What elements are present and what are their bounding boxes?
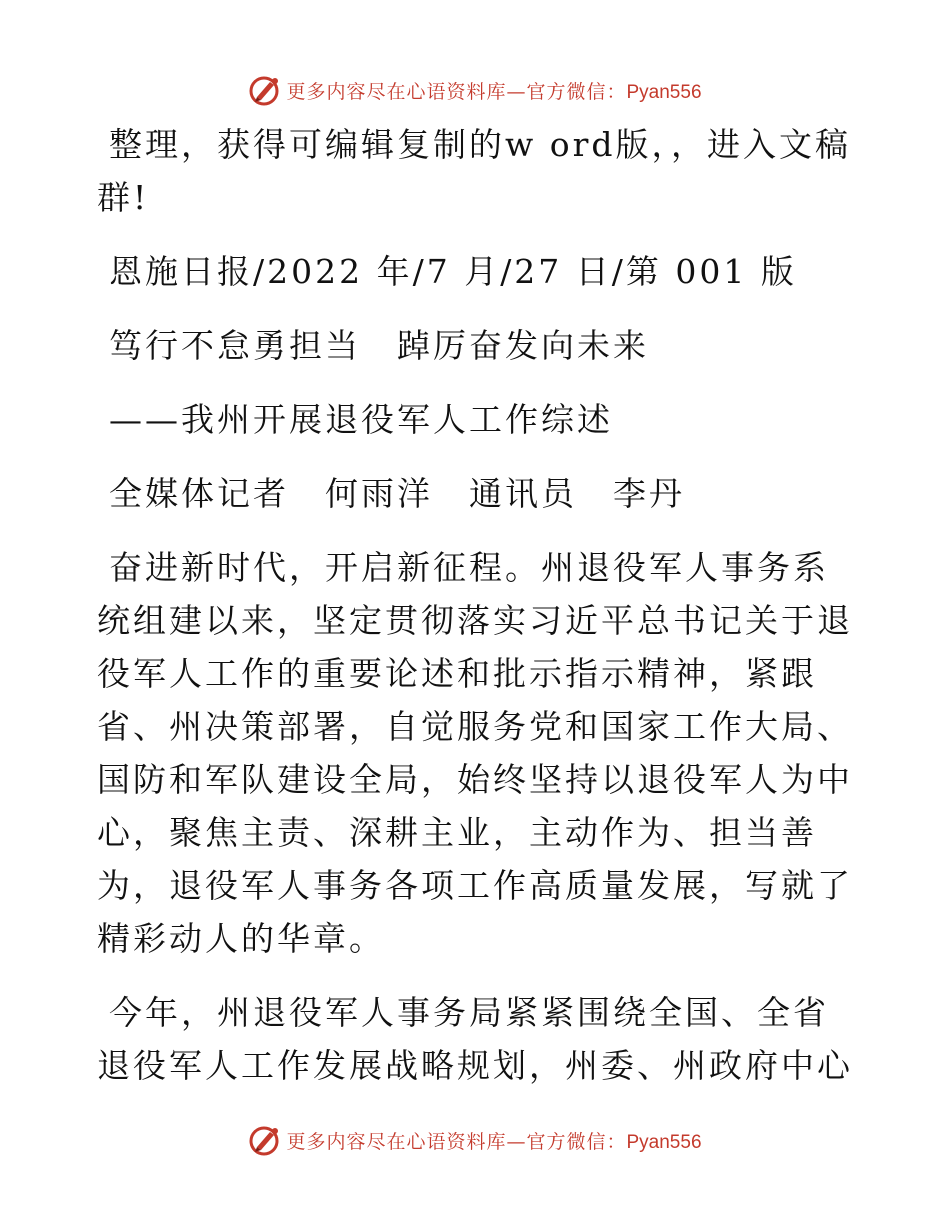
- publication-line: 恩施日报/2022 年/7 月/27 日/第 001 版: [109, 252, 797, 291]
- pen-circle-logo-icon: [248, 73, 282, 107]
- watermark-text: 更多内容尽在心语资料库—官方微信：Pyan556: [286, 80, 702, 103]
- body-paragraph: 今年，州退役军人事务局紧紧围绕全国、全省退役军人工作发展战略规划，州委、州政府中心: [97, 993, 853, 1085]
- article-title: 笃行不怠勇担当 踔厉奋发向未来: [109, 326, 649, 365]
- byline: 全媒体记者 何雨洋 通讯员 李丹: [109, 474, 685, 513]
- intro-paragraph: 整理，获得可编辑复制的w ord版，，进入文稿群!: [97, 125, 852, 217]
- article-subtitle: ——我州开展退役军人工作综述: [109, 400, 613, 439]
- footer-watermark: [0, 1120, 950, 1160]
- header-watermark: [0, 70, 950, 110]
- pen-circle-logo-icon: [248, 1123, 282, 1157]
- document-body: [97, 118, 857, 1113]
- watermark-text: 更多内容尽在心语资料库—官方微信：Pyan556: [286, 1130, 702, 1153]
- body-paragraph: 奋进新时代，开启新征程。州退役军人事务系统组建以来，坚定贯彻落实习近平总书记关于退役军人工作的重要论述和批示指示精神，紧跟省、州决策部署，自觉服务党和国家工作大局、国防和军队建设全局，始终坚持以退役军人为中心，聚焦主责、深耕主业，主动作为、担当善为，退役军人事务各项工作高质量发展，写就了精彩动人的华章。: [97, 548, 853, 958]
